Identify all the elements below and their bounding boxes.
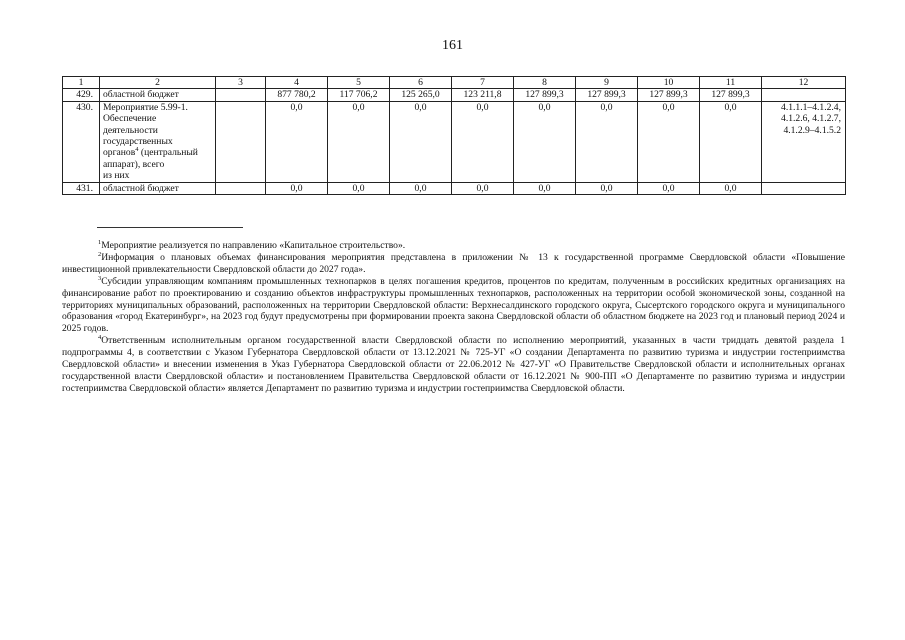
- row-name-line: Мероприятие 5.99-1.: [103, 101, 188, 113]
- target-cell: [762, 89, 846, 101]
- header-cell: 2: [100, 77, 216, 89]
- row-number: 430.: [63, 101, 100, 182]
- value-cell: 123 211,8: [452, 89, 514, 101]
- row-name: областной бюджет: [100, 182, 216, 194]
- value-cell: 0,0: [700, 182, 762, 194]
- row-col3: [216, 89, 266, 101]
- target-line: 4.1.2.6, 4.1.2.7,: [781, 113, 841, 125]
- value-cell: 0,0: [700, 101, 762, 182]
- footnote: [62, 276, 845, 336]
- footnote-mark: 4: [98, 334, 102, 342]
- footnote-ref: 4: [135, 146, 139, 154]
- row-name-line: органов: [103, 147, 136, 159]
- value-cell: 0,0: [328, 101, 390, 182]
- row-name-line: Обеспечение: [103, 113, 157, 125]
- header-cell: 4: [266, 77, 328, 89]
- value-cell: 877 780,2: [266, 89, 328, 101]
- table-row: [63, 101, 846, 182]
- value-cell: 0,0: [638, 101, 700, 182]
- value-cell: 0,0: [576, 101, 638, 182]
- value-cell: 127 899,3: [638, 89, 700, 101]
- value-cell: 0,0: [266, 182, 328, 194]
- footnote-text: Мероприятие реализуется по направлению «Капитальное строительство».: [101, 240, 406, 251]
- header-cell: 10: [638, 77, 700, 89]
- row-name-line: деятельности: [103, 124, 158, 136]
- footnote-mark: 3: [98, 274, 102, 282]
- target-line: 4.1.1.1–4.1.2.4,: [781, 101, 841, 113]
- value-cell: 0,0: [514, 101, 576, 182]
- footnote-text: Информация о плановых объемах финансирования мероприятия представлена в приложении № 13 к государственной программе Свердловской области «Повышение инвестиционной привлекательности Свердловской области до 2027 года».: [62, 251, 845, 275]
- value-cell: 0,0: [452, 101, 514, 182]
- value-cell: 127 899,3: [514, 89, 576, 101]
- value-cell: 0,0: [390, 101, 452, 182]
- header-cell: 5: [328, 77, 390, 89]
- value-cell: 0,0: [514, 182, 576, 194]
- table-header-row: [63, 77, 846, 89]
- budget-table: [62, 76, 846, 195]
- footnote: [62, 335, 845, 395]
- footnotes: [62, 240, 845, 395]
- row-number: 431.: [63, 182, 100, 194]
- value-cell: 0,0: [576, 182, 638, 194]
- value-cell: 125 265,0: [390, 89, 452, 101]
- footnote: [62, 240, 845, 252]
- value-cell: 0,0: [390, 182, 452, 194]
- value-cell: 127 899,3: [700, 89, 762, 101]
- footnote: [62, 252, 845, 276]
- row-number: 429.: [63, 89, 100, 101]
- target-cell: [762, 182, 846, 194]
- table-row: [63, 182, 846, 194]
- table-row: [63, 89, 846, 101]
- row-name-line: аппарат), всего: [103, 158, 165, 170]
- value-cell: 0,0: [638, 182, 700, 194]
- header-cell: 11: [700, 77, 762, 89]
- target-cell: [762, 101, 846, 182]
- header-cell: 7: [452, 77, 514, 89]
- header-cell: 1: [63, 77, 100, 89]
- row-col3: [216, 182, 266, 194]
- page-number: 161: [442, 38, 463, 53]
- header-cell: 6: [390, 77, 452, 89]
- value-cell: 0,0: [328, 182, 390, 194]
- footnote-mark: 1: [98, 238, 102, 246]
- row-col3: [216, 101, 266, 182]
- target-line: 4.1.2.9–4.1.5.2: [783, 124, 841, 136]
- value-cell: 117 706,2: [328, 89, 390, 101]
- value-cell: 0,0: [266, 101, 328, 182]
- footnote-text: Ответственным исполнительным органом государственной власти Свердловской области по исполнению мероприятий, указанных в части тридцать девятой раздела 1 подпрограммы 4, в соответствии с Указом Губернатора Свердловской области от 13.12.2021 № 725-УГ «О создании Департамента по развитию туризма и индустрии гостеприимства Свердловской области» и внесении изменения в Указ Губернатора Свердловской области от 22.06.2012 № 427-УГ «О Правительстве Свердловской области и исполнительных органах государственной власти Свердловской области» и постановлением Правительства Свердловской области от 16.12.2021 № 900-ПП «О Департаменте по развитию туризма и индустрии гостеприимства Свердловской области» является Департамент по развитию туризма и индустрии гостеприимства Свердловской области.: [62, 335, 845, 394]
- row-name-line: из них: [103, 170, 130, 182]
- header-cell: 9: [576, 77, 638, 89]
- row-name-line: государственных: [103, 136, 173, 148]
- header-cell: 8: [514, 77, 576, 89]
- footnote-mark: 2: [98, 250, 102, 258]
- value-cell: 127 899,3: [576, 89, 638, 101]
- value-cell: 0,0: [452, 182, 514, 194]
- footnote-text: Субсидии управляющим компаниям промышленных технопарков в целях погашения кредитов, процентов по кредитам, полученным в российских кредитных организациях на финансирование работ по проектированию и созданию объектов инфраструктуры промышленных технопарков, расположенных на территории особой экономической зоны, созданной на территориях муниципальных образований, расположенных на территории Свердловской области: Верхнесалдинского городского округа, Сысертского городского округа и муниципального образования «город Екатеринбург», на 2023 год будут предусмотрены при формировании проекта закона Свердловской области об областном бюджете на 2023 год и плановый период 2024 и 2025 годов.: [62, 275, 845, 335]
- header-cell: 3: [216, 77, 266, 89]
- row-name: областной бюджет: [100, 89, 216, 101]
- row-name: [100, 101, 216, 182]
- footnote-separator: [97, 227, 243, 228]
- row-name-line: (центральный: [138, 147, 198, 159]
- header-cell: 12: [762, 77, 846, 89]
